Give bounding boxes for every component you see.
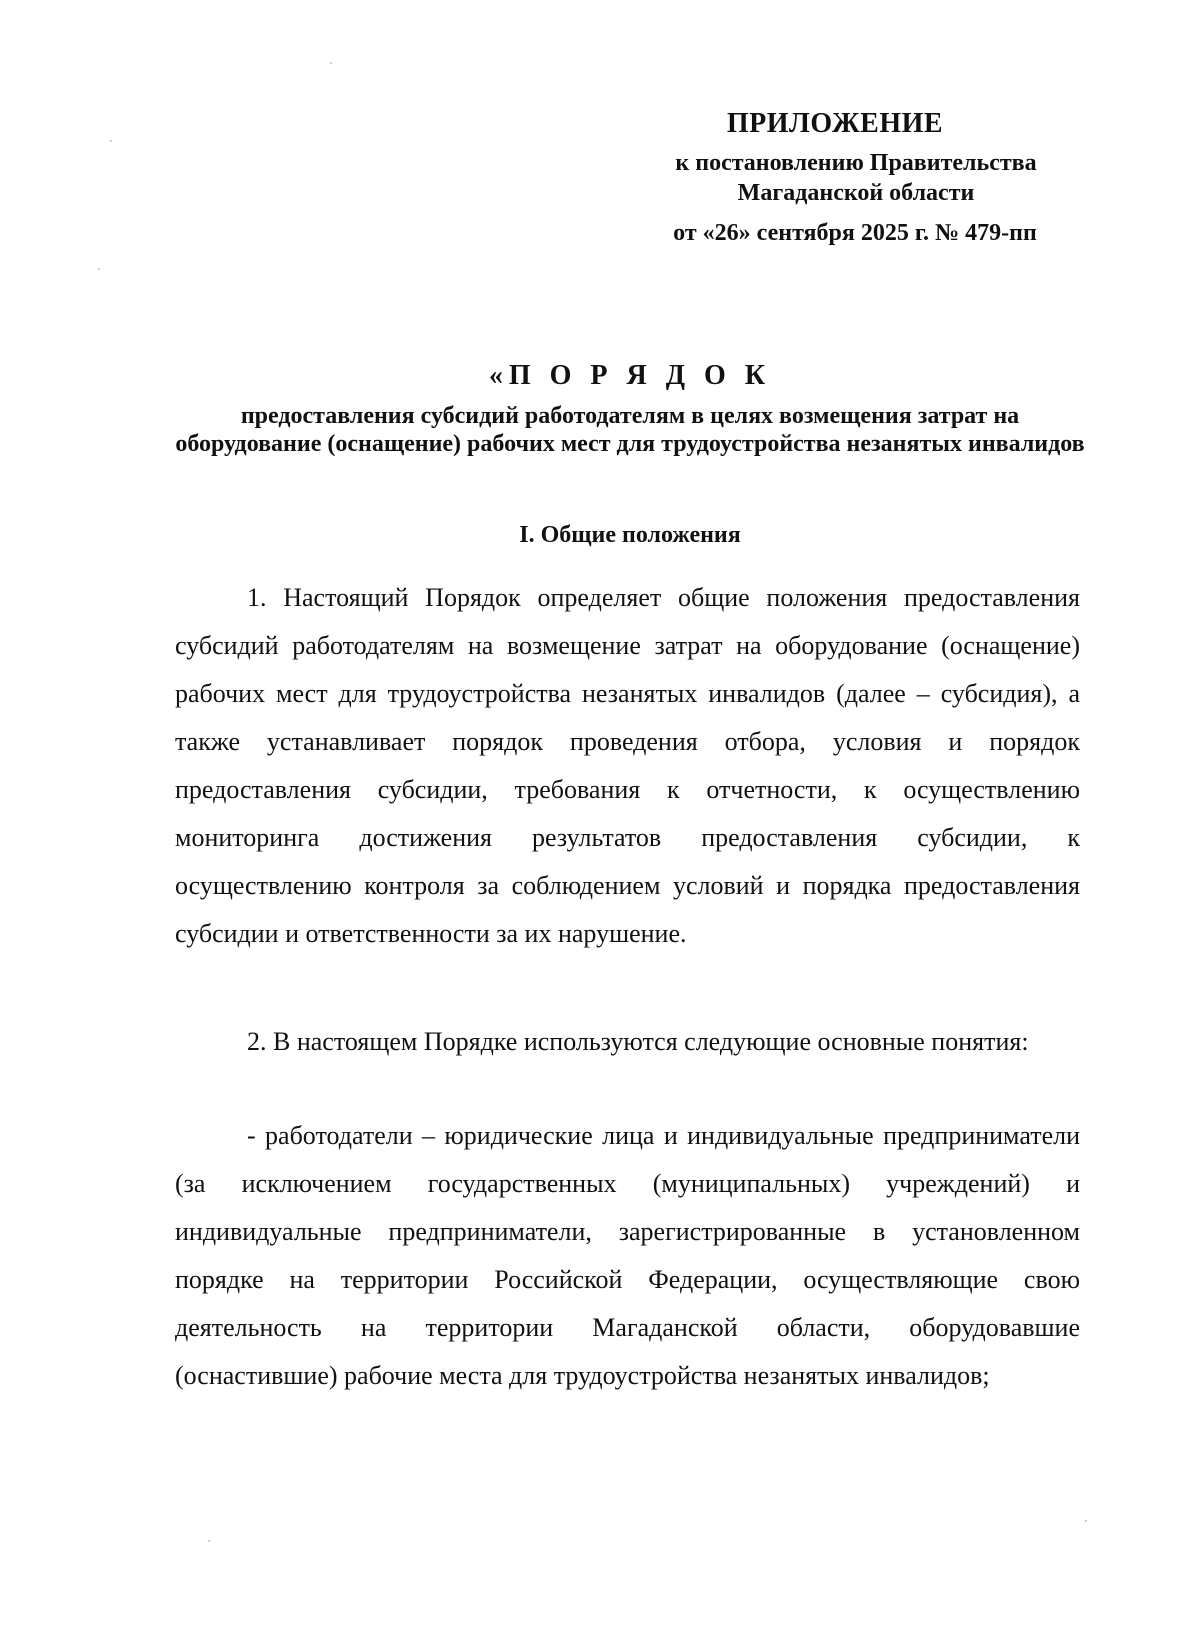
scan-speck <box>208 1540 210 1542</box>
scan-speck <box>110 140 112 142</box>
appendix-region-line: Магаданской области <box>737 180 975 206</box>
appendix-title: ПРИЛОЖЕНИЕ <box>726 108 944 139</box>
paragraph-1: 1. Настоящий Порядок определяет общие положения предоставления субсидий работодателям на возмещение затрат на оборудование (оснащение) рабочих мест для трудоустройства незанятых инвалидов (далее – субсидия), а также устанавливает порядок проведения отбора, условия и порядок предоставления субсидии, требования к отчетности, к осуществлению мониторинга достижения результатов предоставления субсидии, к осуществлению контроля за соблюдением условий и порядка предоставления субсидии и ответственности за их нарушение. <box>175 583 1080 948</box>
scan-speck <box>330 62 332 64</box>
paragraph-3: - работодатели – юридические лица и индивидуальные предприниматели (за исключением государственных (муниципальных) учреждений) и индивидуальные предприниматели, зарегистрированные в установленном порядке на территории Российской Федерации, осуществляющие свою деятельность на территории Магаданской области, оборудовавшие (оснастившие) рабочие места для трудоустройства незанятых инвалидов; <box>175 1121 1080 1390</box>
section-heading: I. Общие положения <box>519 522 741 548</box>
scan-speck <box>98 268 100 270</box>
document-subtitle: предоставления субсидий работодателям в целях возмещения затрат на оборудование (оснащение) рабочих мест для трудоустройства незанятых инвалидов <box>175 403 1085 457</box>
paragraph-1-block <box>175 574 1080 958</box>
appendix-resolution-line: к постановлению Правительства <box>675 150 1037 176</box>
paragraph-2-block <box>175 1018 1080 1066</box>
scan-speck <box>1085 1520 1087 1522</box>
paragraph-3-block <box>175 1112 1080 1400</box>
paragraph-2: 2. В настоящем Порядке используются следующие основные понятия: <box>247 1027 1029 1056</box>
document-title: «П О Р Я Д О К <box>488 360 772 391</box>
appendix-date-line: от «26» сентября 2025 г. № 479-пп <box>673 220 1037 246</box>
